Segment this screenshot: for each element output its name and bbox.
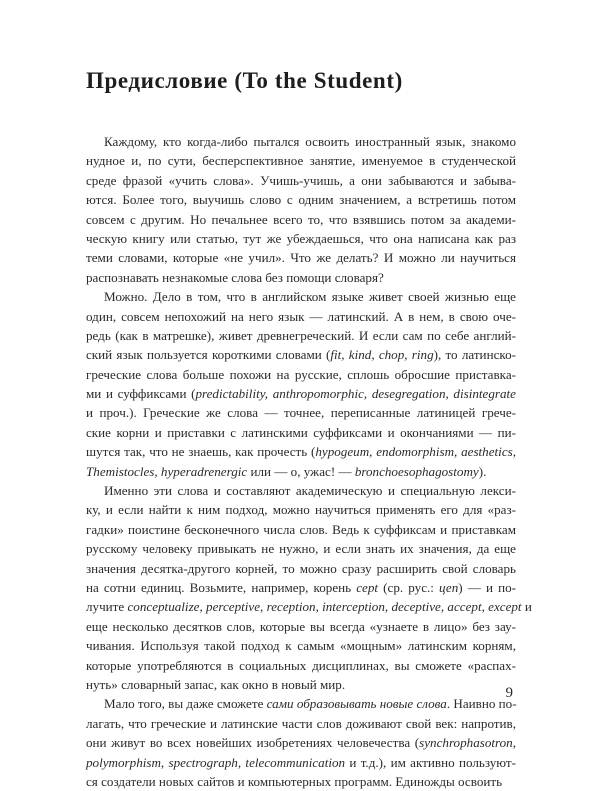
text-segment: значения десятка-другого корней, то можно сразу расширить свой словарь	[86, 560, 516, 576]
text-line	[86, 171, 516, 190]
text-line	[86, 248, 516, 267]
text-line	[86, 656, 516, 675]
text-line	[86, 578, 516, 597]
text-segment: они живут во всех новейших изобретениях человечества (	[86, 735, 420, 751]
text-segment: редь (как в матрешке), живет древнегреческий. И если сам по себе англий-	[86, 327, 516, 343]
text-segment: (ср. рус.:	[378, 579, 440, 595]
paragraph	[86, 481, 532, 694]
text-segment: еще несколько десятков слов, которые вы всегда «узнаете в лицо» без зау-	[86, 618, 516, 634]
text-segment: ские корни и приставки с латинскими суффиксами и окончаниями — пи-	[86, 424, 516, 440]
text-line	[86, 617, 516, 636]
text-line	[86, 229, 516, 248]
text-line	[86, 539, 516, 558]
text-line	[86, 442, 516, 461]
italic-term: цеп	[439, 579, 459, 595]
text-segment: . Наивно по-	[446, 696, 517, 712]
italic-term: conceptualize, perceptive, reception, interception, deceptive, accept, except	[127, 599, 522, 615]
text-segment: и т.д.), им активно пользуют-	[345, 754, 516, 770]
italic-term: synchrophasotron,	[419, 735, 516, 751]
text-segment: ются. Более того, выучишь слово с одним значением, а встретишь потом	[86, 192, 516, 208]
text-segment: нудное и, по сути, бесперспективное занятие, именуемое в студенческой	[86, 153, 516, 169]
text-line	[86, 636, 516, 655]
text-segment: шутся так, что не знаешь, как прочесть (	[86, 444, 316, 460]
text-segment: лучите	[86, 599, 128, 615]
page-number: 9	[505, 685, 513, 701]
paragraph	[86, 132, 516, 287]
text-line	[86, 326, 516, 345]
italic-term: bronchoesophagostomy	[354, 463, 479, 479]
text-line	[86, 287, 516, 306]
text-segment: ), то латинско-	[433, 347, 516, 363]
text-segment: ) — и по-	[458, 579, 516, 595]
text-segment: Каждому, кто когда-либо пытался освоить иностранный язык, знакомо	[104, 134, 516, 149]
text-line	[86, 462, 516, 481]
text-segment: русскому человеку привыкать не нужно, и если знать их значения, да еще	[86, 541, 516, 557]
text-line	[86, 694, 516, 713]
text-segment: гадки» поистине бесконечного числа слов. Ведь к суффиксам и приставкам	[86, 521, 516, 537]
text-segment: один, совсем непохожий на него язык — латинский. А в нем, в свою оче-	[86, 308, 516, 324]
italic-term: hypogeum, endomorphism, aesthetics,	[315, 444, 516, 460]
text-segment: ).	[478, 463, 487, 479]
text-line	[86, 714, 516, 733]
text-segment: ский язык пользуется короткими словами (	[86, 347, 331, 363]
text-segment: или — о, ужас! —	[247, 463, 355, 479]
text-segment: Именно эти слова и составляют академическую и специальную лекси-	[104, 483, 516, 499]
text-segment: ку, и если найти к ним подход, можно научиться применять его для «раз-	[86, 502, 516, 518]
italic-term: polymorphism, spectrograph, telecommunication	[86, 754, 346, 770]
text-segment: чивания. Используя такой подход к самым «мощным» латинским корням,	[86, 638, 516, 654]
text-segment: ся создатели новых сайтов и компьютерных программ. Единожды освоить	[86, 773, 503, 789]
text-line	[86, 500, 516, 519]
text-segment: распознавать незнакомые слова без помощи словаря?	[86, 269, 384, 285]
text-segment: среде фразой «учить слова». Учишь-учишь, а они забываются и забыва-	[86, 172, 516, 188]
text-line	[86, 481, 516, 500]
text-line	[86, 520, 516, 539]
text-line	[86, 423, 516, 442]
text-line	[86, 403, 516, 422]
italic-term: fit, kind, chop, ring	[330, 347, 434, 363]
italic-term: cept	[356, 579, 379, 595]
text-segment: и	[521, 599, 532, 615]
paragraph	[86, 694, 516, 791]
text-segment: совсем с другим. Но печальнее всего то, что взявшись потом за академи-	[86, 211, 516, 227]
text-line	[86, 268, 516, 287]
text-line	[86, 384, 516, 403]
text-line	[86, 307, 516, 326]
page-title: Предисловие (To the Student)	[86, 68, 403, 93]
text-segment: ческую книгу или статью, тут же убеждаешься, что она написана как раз	[86, 230, 516, 246]
text-line	[86, 559, 516, 578]
text-line	[86, 210, 516, 229]
text-line	[86, 132, 516, 151]
text-segment: на сотни единиц. Возьмите, например, корень	[86, 579, 357, 595]
body-text	[86, 132, 532, 791]
text-line	[86, 365, 516, 384]
paragraph	[86, 287, 516, 481]
text-segment: теми словами, которые «не учил». Что же делать? И можно ли научиться	[86, 250, 516, 266]
text-line	[86, 597, 532, 616]
text-line	[86, 190, 516, 209]
text-line	[86, 345, 516, 364]
text-segment: и проч.). Греческие же слова — точнее, переписанные латиницей грече-	[86, 405, 516, 421]
text-segment: которые употребляются в социальных дисциплинах, вы сможете «распах-	[86, 657, 516, 673]
text-line	[86, 733, 516, 752]
italic-term: Themistocles, hyperadrenergic	[86, 463, 248, 479]
italic-term: predictability, anthropomorphic, desegregation, disintegrate	[195, 386, 516, 402]
text-segment: лагать, что греческие и латинские части слов доживают свой век: напротив,	[86, 715, 516, 731]
text-segment: Мало того, вы даже сможете	[104, 696, 267, 712]
text-segment: нуть» словарный запас, как окно в новый мир.	[86, 676, 346, 692]
text-segment: ми и суффиксами (	[86, 386, 196, 402]
text-line	[86, 772, 516, 791]
italic-term: сами образовывать новые слова	[266, 696, 447, 712]
text-segment: Можно. Дело в том, что в английском языке живет своей жизнью еще	[104, 289, 516, 305]
text-line	[86, 753, 516, 772]
text-line	[86, 151, 516, 170]
text-segment: греческие слова больше похожи на русские, сплошь обросшие приставка-	[86, 366, 516, 382]
text-line	[86, 675, 516, 694]
